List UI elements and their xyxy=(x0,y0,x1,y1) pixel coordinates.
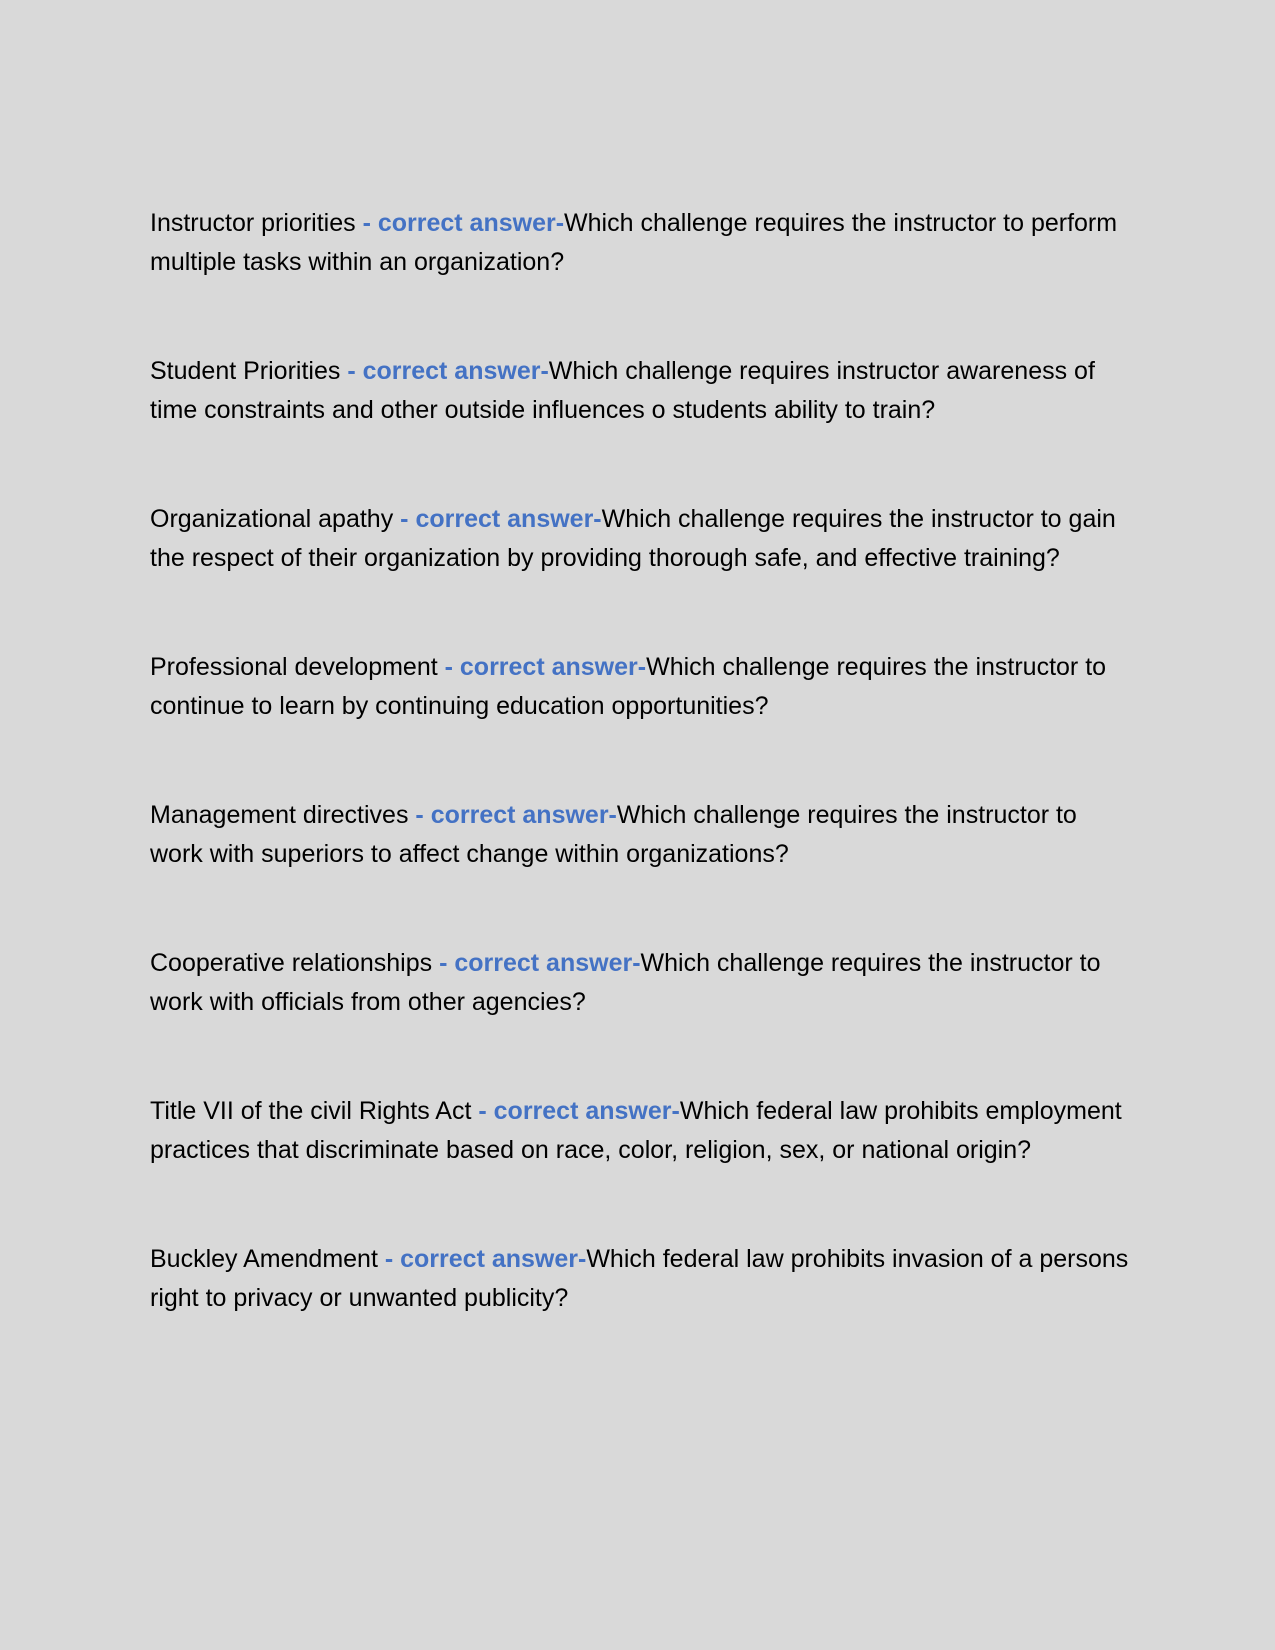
entry-term: Cooperative relationships xyxy=(150,949,433,977)
correct-answer-separator: - correct answer- xyxy=(478,1097,680,1125)
correct-answer-separator: - correct answer- xyxy=(384,1245,587,1273)
correct-answer-separator: - correct answer- xyxy=(439,949,641,977)
entry-question: Which challenge requires the instructor to work with officials from other agencies? xyxy=(150,949,1101,1016)
flashcard-entry xyxy=(150,944,1135,1021)
entry-question: Which federal law prohibits employment practices that discriminate based on race, color, religion, sex, or national origin? xyxy=(150,1097,1122,1164)
correct-answer-separator: - correct answer- xyxy=(362,209,565,237)
entry-question: Which challenge requires the instructor to continue to learn by continuing education opportunities? xyxy=(150,653,1107,720)
entry-term: Instructor priorities xyxy=(150,209,356,237)
flashcard-entry xyxy=(150,648,1135,725)
flashcard-entry xyxy=(150,500,1135,577)
entry-question: Which federal law prohibits invasion of a persons right to privacy or unwanted publicity? xyxy=(150,1245,1129,1312)
flashcard-entry xyxy=(150,1240,1135,1317)
entry-term: Student Priorities xyxy=(150,357,341,385)
entry-term: Buckley Amendment xyxy=(150,1245,378,1273)
correct-answer-separator: - correct answer- xyxy=(400,505,602,533)
entry-term: Management directives xyxy=(150,801,409,829)
entry-question: Which challenge requires the instructor to perform multiple tasks within an organization? xyxy=(150,209,1118,276)
flashcard-list xyxy=(150,204,1135,1388)
correct-answer-separator: - correct answer- xyxy=(444,653,647,681)
entry-question: Which challenge requires instructor awareness of time constraints and other outside influences o students ability to train? xyxy=(150,357,1095,424)
entry-term: Professional development xyxy=(150,653,438,681)
correct-answer-separator: - correct answer- xyxy=(347,357,549,385)
entry-term: Title VII of the civil Rights Act xyxy=(150,1097,472,1125)
flashcard-entry xyxy=(150,352,1135,429)
flashcard-entry xyxy=(150,204,1135,281)
entry-question: Which challenge requires the instructor to work with superiors to affect change within organizations? xyxy=(150,801,1077,868)
entry-term: Organizational apathy xyxy=(150,505,394,533)
flashcard-entry xyxy=(150,796,1135,873)
correct-answer-separator: - correct answer- xyxy=(415,801,617,829)
flashcard-entry xyxy=(150,1092,1135,1169)
entry-question: Which challenge requires the instructor to gain the respect of their organization by providing thorough safe, and effective training? xyxy=(150,505,1116,572)
